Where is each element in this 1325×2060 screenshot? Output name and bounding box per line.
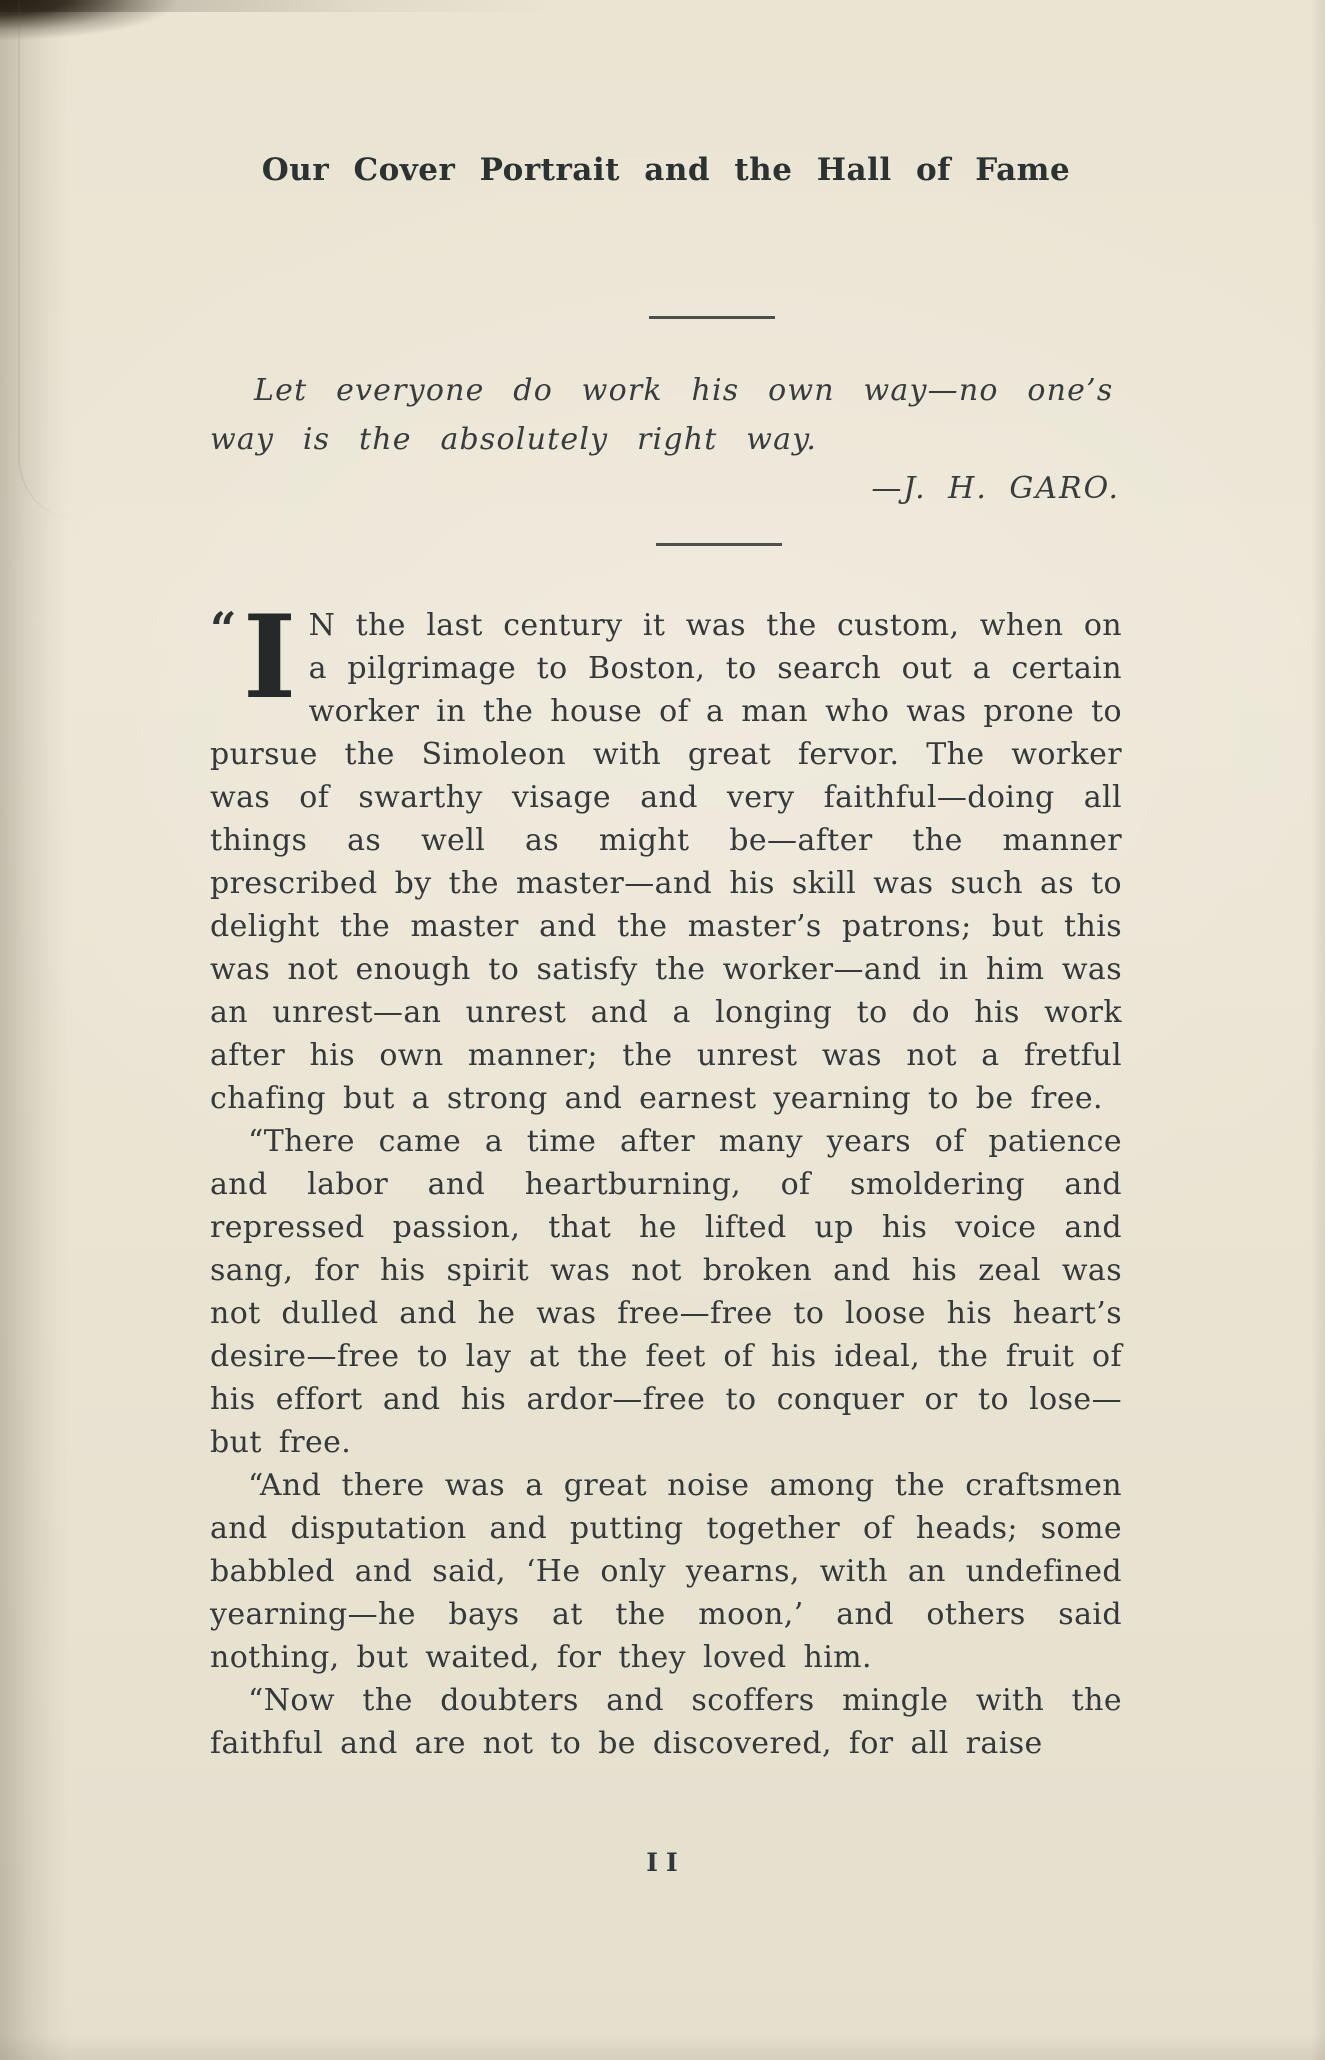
epigraph-attribution: —J. H. GARO. bbox=[871, 471, 1120, 506]
paragraph-text: N the last century it was the custom, when on a pilgrimage to Boston, to search out a certain worker in the house of a man who was prone to pursue the Simoleon with great fervor. The worker was of swarthy visage and very faithful—doing all things as well as might be—after the manner prescribed by the master—and his skill was such as to delight the master and the master’s patrons; but this was not enough to satisfy the worker—and in him was an unrest—an unrest and a longing to do his work after his own manner; the unrest was not a fretful chafing but a strong and earnest yearning to be free. bbox=[210, 608, 1122, 1116]
body-paragraph: “There came a time after many years of patience and labor and heartburning, of smoldering and repressed passion, that he lifted up his voice and sang, for his spirit was not broken and his zeal was not dulled and he was free—free to loose his heart’s desire—free to lay at the feet of his ideal, the fruit of his effort and his ardor—free to conquer or to lose—but free. bbox=[210, 1124, 1122, 1460]
dropcap-group bbox=[210, 590, 297, 730]
page-edge-right bbox=[1311, 0, 1325, 2060]
epigraph bbox=[210, 366, 1122, 513]
opening-quote-mark: “ bbox=[210, 602, 237, 656]
article-body bbox=[210, 590, 1122, 1765]
epigraph-line-2: way is the absolutely right way. bbox=[210, 422, 818, 457]
dropcap-letter: I bbox=[242, 590, 297, 724]
page-content bbox=[210, 0, 1122, 2060]
body-paragraph: “Now the doubters and scoffers mingle with the faithful and are not to be discovered, for all raise bbox=[210, 1683, 1122, 1761]
epigraph-line-1: Let everyone do work his own way—no one’s bbox=[254, 373, 1114, 408]
page-number: II bbox=[646, 1848, 686, 1877]
page-title: Our Cover Portrait and the Hall of Fame bbox=[261, 152, 1071, 188]
body-paragraph: “And there was a great noise among the craftsmen and disputation and putting together of heads; some babbled and said, ‘He only yearns, with an undefined yearning—he bays at the moon,’ and others said nothing, but waited, for they loved him. bbox=[210, 1468, 1122, 1675]
page-curl-line bbox=[18, 0, 80, 520]
body-paragraph-first bbox=[210, 590, 1122, 1120]
